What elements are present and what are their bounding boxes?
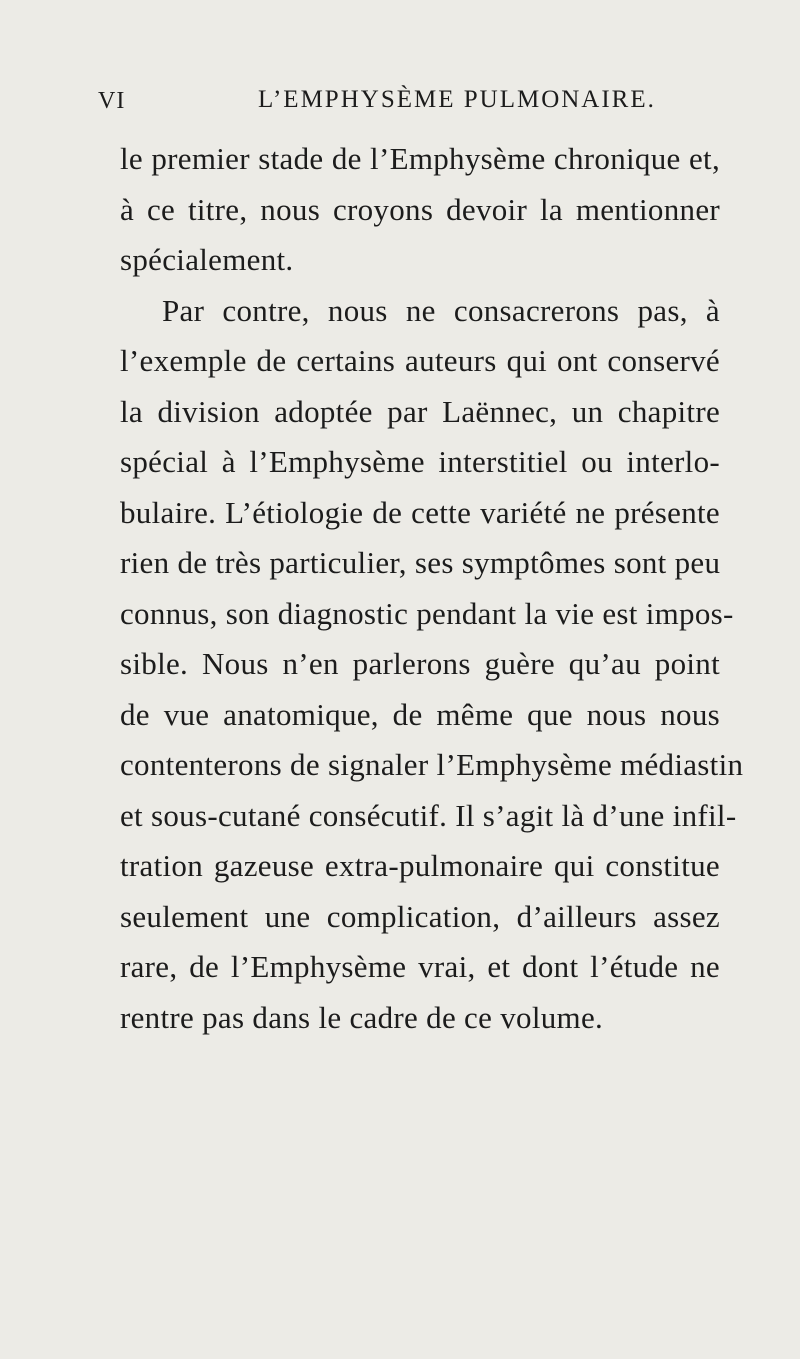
text-line: bulaire. L’étiologie de cette variété ne présente: [120, 494, 720, 530]
text-line: spécial à l’Emphysème interstitiel ou interlo-: [120, 444, 720, 479]
text-line: l’exemple de certains auteurs qui ont conservé: [120, 343, 720, 378]
text-line: seulement une complication, d’ailleurs assez: [120, 898, 720, 934]
text-line: à ce titre, nous croyons devoir la mentionner: [120, 191, 720, 227]
text-line: rien de très particulier, ses symptômes sont peu: [120, 545, 721, 580]
body-text: [120, 134, 744, 1043]
text-line: sible. Nous n’en parlerons guère qu’au point: [120, 646, 720, 681]
text-line: connus, son diagnostic pendant la vie est impos-: [120, 595, 734, 631]
text-line: contenterons de signaler l’Emphysème médiastin: [120, 747, 744, 782]
text-line: rare, de l’Emphysème vrai, et dont l’étude ne: [120, 949, 720, 984]
text-line: le premier stade de l’Emphysème chronique et,: [120, 141, 720, 176]
text-line: de vue anatomique, de même que nous nous: [120, 696, 720, 732]
running-title: L’EMPHYSÈME PULMONAIRE.: [258, 86, 656, 113]
text-line: et sous-cutané consécutif. Il s’agit là d’une infil-: [120, 797, 737, 833]
text-line: tration gazeuse extra-pulmonaire qui constitue: [120, 848, 720, 883]
text-line: Par contre, nous ne consacrerons pas, à: [162, 292, 720, 328]
text-line: la division adoptée par Laënnec, un chapitre: [120, 393, 720, 429]
text-line: rentre pas dans le cadre de ce volume.: [120, 999, 604, 1035]
page-number: VI: [98, 88, 126, 114]
text-line: spécialement.: [120, 242, 294, 277]
